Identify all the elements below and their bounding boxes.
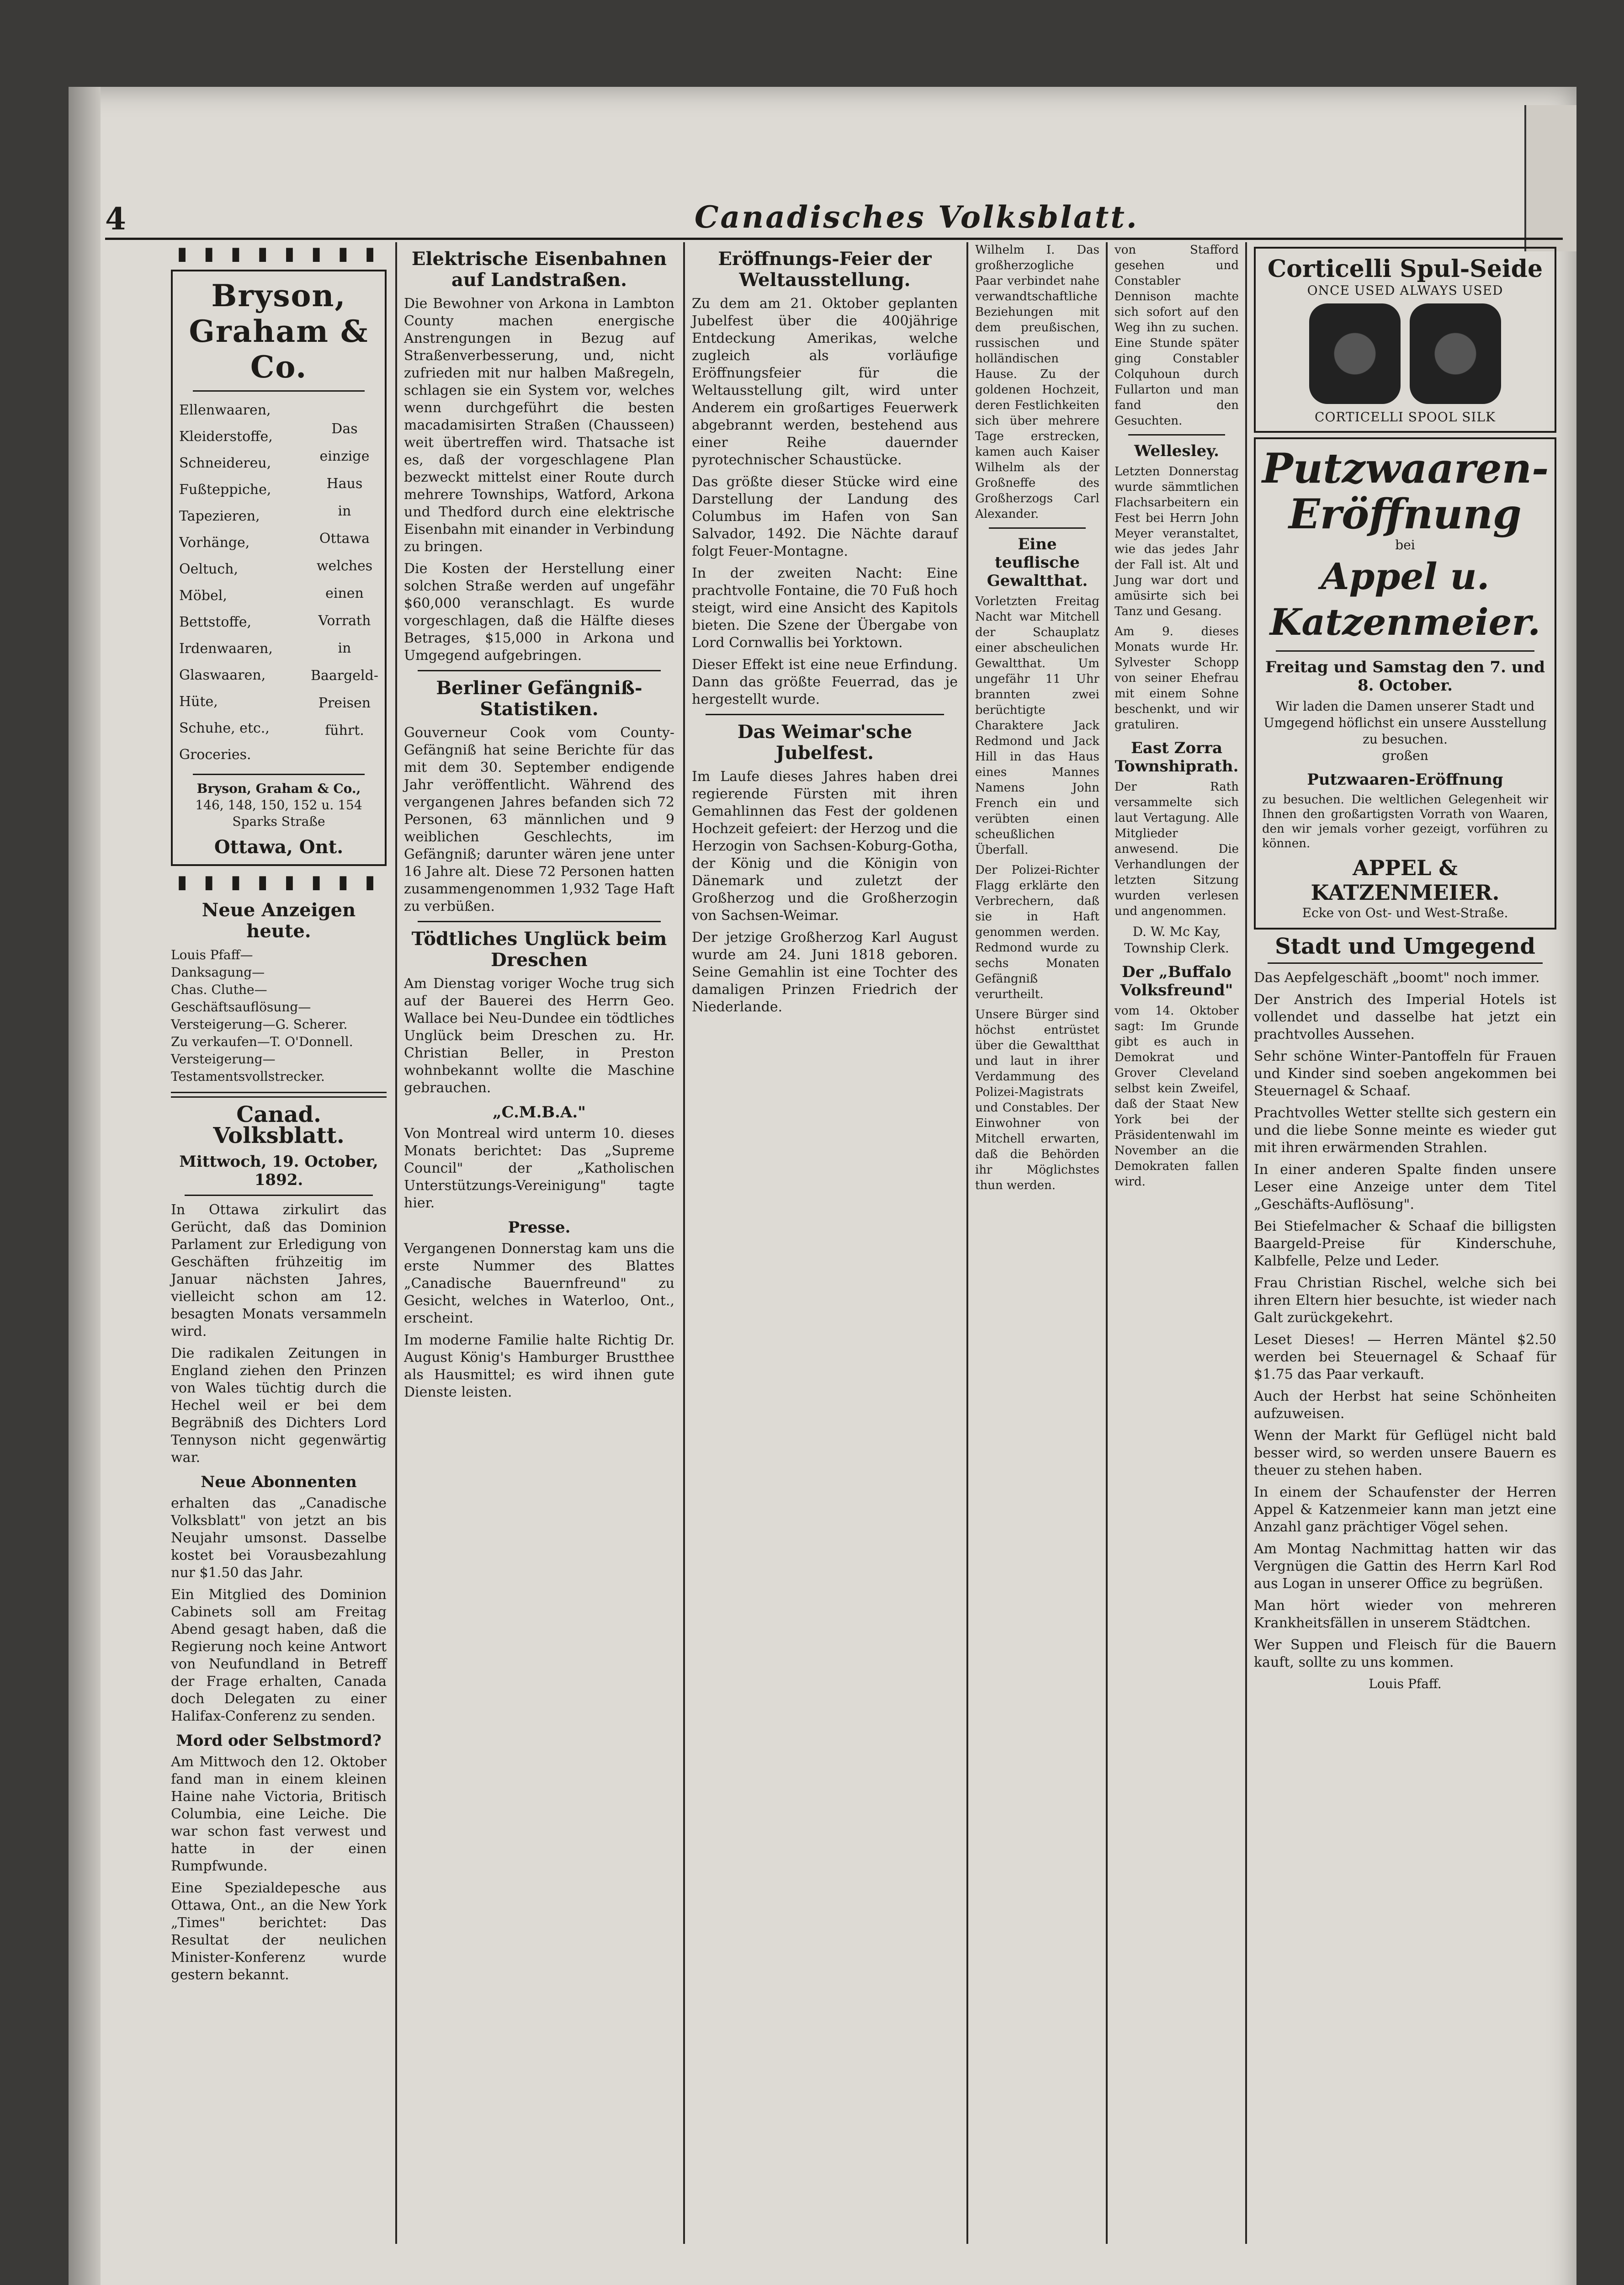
list-item: Louis Pfaff— [171,947,253,962]
local-news-item: In einem der Schaufenster der Herren Appel & Katzenmeier kann man jetzt eine Anzahl ganz prächtiger Vögel sehen. [1254,1484,1556,1535]
slogan-word: Ottawa [319,531,370,547]
signature: D. W. Mc Kay, [1132,924,1221,939]
article-paragraph: erhalten das „Canadische Volksblatt" von jetzt an bis Neujahr umsonst. Dasselbe kostet bei Vorausbezahlung nur $1.50 das Jahr. [171,1495,387,1581]
article-paragraph: Unsere Bürger sind höchst entrüstet über die Gewaltthat und laut in ihrer Verdammung des Polizei-Magistrats und Constables. Der Einwohner von Mitchell erwarten, daß die Behörden ihr Möglichstes thun werden. [975,1008,1099,1192]
dateline: Mittwoch, 19. October, 1892. [179,1153,378,1189]
ad-firm: Bryson, Graham & Co., [196,781,361,796]
column-1 [165,242,393,2244]
ad-item: Irdenwaaren, [179,641,273,657]
article-paragraph: von Stafford gesehen und Constabler Dennison machte sich sofort auf den Weg ihn zu suchen. Eine Stunde später ging Constabler Colquhoun durch Fullarton und man fand den Gesuchten. [1115,243,1239,428]
signature-title: Township Clerk. [1124,941,1229,956]
bryson-graham-ad [171,270,387,866]
ad-footer: APPEL & KATZENMEIER. [1311,856,1500,905]
ad-address: 146, 148, 150, 152 u. 154 Sparks Straße [195,797,362,829]
spool-icon [1410,303,1501,404]
ad-firm: Katzenmeier. [1269,600,1541,643]
thread-spools-image [1309,303,1501,404]
ad-item: Bettstoffe, [179,614,252,630]
ad-item: Hüte, [179,694,218,710]
local-news-item: Bei Stiefelmacher & Schaaf die billigsten Baargeld-Preise für Kinderschuhe, Kalbfelle, Pelze und Leder. [1254,1218,1556,1269]
page-number: 4 [105,201,126,237]
article-heading: Wellesley. [1134,442,1219,460]
article-paragraph: Im moderne Familie halte Richtig Dr. August König's Hamburger Brustthee als Hausmittel; es wird ihnen gute Dienste leisten. [404,1332,674,1400]
ad-bei: bei [1395,537,1415,553]
article-paragraph: Am Mittwoch den 12. Oktober fand man in einem kleinen Haine nahe Victoria, Britisch Columbia, eine Leiche. Die war schon fast verwest und hatte in der einen Rumpfwunde. [171,1754,387,1874]
article-heading: Tödtliches Unglück beim Dreschen [411,928,667,971]
slogan-word: Baargeld- [310,668,378,684]
divider [1276,650,1534,652]
local-news-item: Man hört wieder von mehreren Krankheitsfällen in unserem Städtchen. [1254,1598,1556,1631]
divider [989,527,1086,529]
divider [185,1195,373,1196]
local-news-item: Der Anstrich des Imperial Hotels ist vollendet und dasselbe hat jetzt ein prachtvolles Aussehen. [1254,992,1556,1042]
article-heading: „C.M.B.A." [493,1103,586,1121]
binding-shadow [69,87,101,2285]
divider [418,921,661,922]
double-rule [171,1092,387,1098]
local-news-item: Das Aepfelgeschäft „boomt" noch immer. [1254,970,1540,986]
article-paragraph: Die Bewohner von Arkona in Lambton County machen energische Anstrengungen in Bezug auf Straßenverbesserung, und, nicht zufrieden mit nur halben Maßregeln, schlagen sie ein System vor, welches wenn durchgeführt die besten macadamisirten Straßen (Chausseen) weit übertreffen wird. Thatsache ist es, daß der vorgeschlagene Plan bezweckt mittelst einer Route durch mehrere Townships, Watford, Arkona und Thedford durch eine elektrische Eisenbahn mit einander in Verbindung zu bringen. [404,296,674,555]
list-item: Versteigerung—G. Scherer. [171,1017,348,1032]
column-rule [395,242,397,2244]
local-news-item: Wenn der Markt für Geflügel nicht bald besser wird, so werden unsere Bauern es theuer zu stehen haben. [1254,1428,1556,1478]
ad-item: Schuhe, etc., [179,720,270,736]
ad-headline: Eröffnung [1289,490,1522,538]
local-news-item: Prachtvolles Wetter stellte sich gestern ein und die liebe Sonne meinte es wieder gut mit ihren erwärmenden Strahlen. [1254,1105,1556,1156]
article-paragraph: In Ottawa zirkulirt das Gerücht, daß das Dominion Parlament zur Erledigung von Geschäften frühzeitig im Januar nächsten Jahres, vielleicht schon am 12. besagten Monats versammeln wird. [171,1202,387,1339]
corticelli-title: Corticelli Spul-Seide [1267,255,1543,283]
paper-title: Canad. Volksblatt. [213,1102,345,1148]
divider [418,670,661,671]
ad-item: Möbel, [179,588,227,604]
article-heading: Eine teuflische Gewaltthat. [987,535,1088,590]
article-heading: Neue Abonnenten [201,1473,357,1491]
divider [193,774,365,775]
article-paragraph: Vorletzten Freitag Nacht war Mitchell der Schauplatz einer abscheulichen Gewaltthat. Um ungefähr 11 Uhr brannten zwei berüchtigte Charaktere Jack Redmond und Jack Hill in das Haus eines Mannes Namens John French ein und verübten einen scheußlichen Überfall. [975,595,1099,857]
ad-slogan [311,397,378,768]
slogan-word: welches [316,558,373,574]
article-heading: Berliner Gefängniß-Statistiken. [436,677,642,720]
column-4 [969,242,1106,2244]
corticelli-slogan: ONCE USED ALWAYS USED [1307,283,1503,298]
list-item: Chas. Cluthe— [171,982,267,997]
article-paragraph: Wilhelm I. Das großherzogliche Paar verbindet nahe verwandtschaftliche Beziehungen mit dem preußischen, russischen und holländischen Hause. Zu der goldenen Hochzeit, deren Festlichkeiten sich über mehrere Tage erstrecken, kamen auch Kaiser Wilhelm als der Großneffe des Großherzogs Carl Alexander. [975,243,1099,521]
ad-item: Glaswaaren, [179,667,266,683]
article-heading: Elektrische Eisenbahnen auf Landstraßen. [411,248,667,291]
neue-anzeigen-list [171,946,387,1085]
local-news-item: Wer Suppen und Fleisch für die Bauern kauft, sollte zu uns kommen. [1254,1637,1556,1670]
ad-item: Groceries. [179,747,251,763]
ad-item: Oeltuch, [179,561,238,577]
ad-item: Tapezieren, [179,508,260,524]
ad-item: Fußteppiche, [179,482,271,498]
local-news-item: Leset Dieses! — Herren Mäntel $2.50 werden bei Steuernagel & Schaaf für $1.75 das Paar verkauft. [1254,1332,1556,1382]
ad-item: Ellenwaaren, [179,402,271,418]
slogan-word: in [338,503,351,519]
slogan-word: Preisen [318,695,371,711]
local-news-item: Auch der Herbst hat seine Schönheiten aufzuweisen. [1254,1388,1556,1422]
ad-subheadline: Putzwaaren-Eröffnung [1307,771,1503,789]
corticelli-caption: CORTICELLI SPOOL SILK [1315,409,1496,425]
article-heading: Der „Buffalo Volksfreund" [1120,963,1233,999]
article-paragraph: Ein Mitglied des Dominion Cabinets soll am Freitag Abend gesagt haben, daß die Regierung noch keine Antwort von Neufundland in Betreff der Frage erhalten, Canada doch Delegaten zu einer Halifax-Conferenz zu senden. [171,1587,387,1724]
column-3 [685,242,964,2244]
ad-item: Vorhänge, [179,535,250,551]
article-paragraph: Der Polizei-Richter Flagg erklärte den Verbrechern, daß sie in Haft genommen werden. Redmond wurde zu sechs Monaten Gefängniß verurtheilt. [975,863,1099,1001]
list-item: Zu verkaufen—T. O'Donnell. [171,1034,353,1049]
ad-headline: Putzwaaren- [1262,444,1549,493]
local-news-item: In einer anderen Spalte finden unsere Leser eine Anzeige unter dem Titel „Geschäfts-Auflösung". [1254,1162,1556,1212]
article-paragraph: Letzten Donnerstag wurde sämmtlichen Flachsarbeitern ein Fest bei Herrn John Meyer veranstaltet, wie das jedes Jahr der Fall ist. Alt und Jung war dort und amüsirte sich bei Tanz und Gesang. [1115,465,1239,618]
article-paragraph: vom 14. Oktober sagt: Im Grunde gibt es auch in Demokrat und Grover Cleveland selbst kein Zweifel, daß der Staat New York bei der Präsidentenwahl im November an die Demokraten fallen wird. [1115,1004,1239,1189]
article-paragraph: Der Rath versammelte sich laut Vertagung. Alle Mitglieder anwesend. Die Verhandlungen der letzten Sitzung wurden verlesen und angenommen. [1115,780,1239,918]
article-paragraph: Die radikalen Zeitungen in England ziehen den Prinzen von Wales tüchtig durch die Hechel weil er bei dem Begräbniß des Dichters Lord Tennyson nicht gegenwärtig war. [171,1345,387,1466]
article-paragraph: Gouverneur Cook vom County-Gefängniß hat seine Berichte für das mit dem 30. September endigende Jahr veröffentlicht. Während des vergangenen Jahres befanden sich 72 Personen, 63 männlichen und 9 weiblichen Geschlechts, im Gefängniß; darunter wären jene unter 16 Jahre alt. Diese 72 Personen hatten zusammengenommen 1,932 Tage Haft zu verbüßen. [404,725,674,914]
slogan-word: Das [331,421,358,437]
column-2 [398,242,681,2244]
local-news-item: Am Montag Nachmittag hatten wir das Vergnügen die Gattin des Herrn Karl Rod aus Logan in unserer Office zu begrüßen. [1254,1541,1556,1592]
list-item: Geschäftsauflösung— [171,999,311,1015]
ad-item-list [179,397,273,768]
article-paragraph: Zu dem am 21. Oktober geplanten Jubelfest über die 400jährige Entdeckung Amerikas, welche zugleich als vorläufige Eröffnungsfeier für die Weltausstellung gilt, wird unter Anderem ein großartiges Feuerwerk abgebrannt werden, bestehend aus einer Reihe dauernder pyrotechnischer Schaustücke. [692,296,958,468]
article-heading: Eröffnungs-Feier der Weltausstellung. [718,248,932,291]
slogan-word: einen [325,585,364,601]
ad-item: Schneidereu, [179,455,271,471]
masthead [105,201,1563,240]
divider [1268,962,1543,964]
divider [193,390,365,392]
slogan-word: Haus [326,476,363,492]
stadt-heading: Stadt und Umgegend [1275,934,1535,959]
article-paragraph: Die Kosten der Herstellung einer solchen Straße werden auf ungefähr $60,000 veranschlagt. Es wurde vorgeschlagen, daß die Hälfte dieses Betrages, $15,000 in Arkona und Umgegend aufgebringen. [404,561,674,664]
column-6 [1247,242,1563,2244]
divider [706,714,944,715]
column-rule [1106,242,1108,2244]
ad-firm: Appel u. [1321,555,1490,598]
article-paragraph: Am Dienstag voriger Woche trug sich auf der Bauerei des Herrn Geo. Wallace bei Neu-Dundee ein tödtliches Unglück beim Dreschen zu. Hr. Christian Beller, in Preston wohnbekannt wollte die Maschine gebrauchen. [404,976,674,1096]
article-paragraph: Von Montreal wird unterm 10. dieses Monats berichtet: Das „Supreme Council" der „Katholischen Unterstützungs-Vereinigung" tagte hier. [404,1126,674,1211]
article-paragraph: In der zweiten Nacht: Eine prachtvolle Fontaine, die 70 Fuß hoch steigt, wird eine Ansicht des Kapitols bieten. Die Szene der Übergabe von Lord Cornwallis bei Yorktown. [692,565,958,651]
slogan-word: Vorrath [318,613,371,629]
spool-icon [1309,303,1401,404]
putzwaaren-ad [1254,437,1556,930]
article-paragraph: Das größte dieser Stücke wird eine Darstellung der Landung des Columbus im Hafen von San Salvador, 1492. Die Nächte darauf folgt Feuer-Montagne. [692,474,958,559]
corticelli-ad [1254,247,1556,433]
article-paragraph: Der jetzige Großherzog Karl August wurde am 24. Juni 1818 geboren. Seine Gemahlin ist eine Tochter des damaligen Prinzen Friedrich der Niederlande. [692,930,958,1015]
neue-anzeigen-heading: Neue Anzeigen heute. [202,899,356,942]
ad-dates: Freitag und Samstag den 7. und 8. October. [1265,658,1545,695]
divider [1128,434,1225,436]
closing-signature: Louis Pfaff. [1369,1676,1442,1691]
article-heading: Das Weimar'sche Jubelfest. [737,721,913,764]
ad-body: zu besuchen. Die weltlichen Gelegenheit wir Ihnen den großartigsten Vorrath von Waaren, den wir jemals vorher gezeigt, vorführen zu können. [1262,793,1548,850]
article-paragraph: Vergangenen Donnerstag kam uns die erste Nummer des Blattes „Canadische Bauernfreund" zu Gesicht, welches in Waterloo, Ont., erscheint. [404,1241,674,1326]
ad-address: Ecke von Ost- und West-Straße. [1302,905,1508,920]
slogan-word: einzige [319,448,370,464]
article-paragraph: Dieser Effekt ist eine neue Erfindung. Dann das größte Feuerrad, das je hergestellt wurde. [692,657,958,707]
article-paragraph: Am 9. dieses Monats wurde Hr. Sylvester Schopp von seiner Ehefrau mit einem Sohne beschenkt, und wir gratuliren. [1115,625,1239,732]
list-item: Versteigerung—Testamentsvollstrecker. [171,1052,325,1084]
ornament-row: ▮ ▮ ▮ ▮ ▮ ▮ ▮ ▮ [177,243,381,264]
ornament-row: ▮ ▮ ▮ ▮ ▮ ▮ ▮ ▮ [177,871,381,893]
ad-text: Wir laden die Damen unserer Stadt und Umgegend höflichst ein unsere Ausstellung zu besuchen. [1263,699,1547,747]
column-rule [683,242,685,2244]
newspaper-title: Canadisches Volksblatt. [695,199,1139,235]
ad-text: großen [1382,748,1428,763]
column-5 [1108,242,1245,2244]
ad-title: Bryson, Graham & Co. [189,278,369,385]
slogan-word: in [338,640,351,656]
article-heading: Mord oder Selbstmord? [176,1732,382,1750]
article-heading: East Zorra Townshiprath. [1115,739,1239,776]
article-heading: Presse. [508,1218,571,1237]
column-rule [966,242,968,2244]
ad-item: Kleiderstoffe, [179,429,273,445]
article-paragraph: Im Laufe dieses Jahres haben drei regierende Fürsten mit ihren Gemahlinnen das Fest der goldenen Hochzeit gefeiert: der Herzog und die Herzogin von Sachsen-Koburg-Gotha, der König und die Königin von Dänemark und zuletzt der Großherzog und die Großherzogin von Sachsen-Weimar. [692,769,958,924]
ad-city: Ottawa, Ont. [214,836,344,858]
article-paragraph: Eine Spezialdepesche aus Ottawa, Ont., an die New York „Times" berichtet: Das Resultat der neulichen Minister-Konferenz wurde gestern bekannt. [171,1880,387,1983]
local-news-item: Frau Christian Rischel, welche sich bei ihren Eltern hier besuchte, ist wieder nach Galt zurückgekehrt. [1254,1275,1556,1326]
slogan-word: führt. [325,723,364,739]
column-rule [1245,242,1247,2244]
list-item: Danksagung— [171,965,265,980]
local-news-item: Sehr schöne Winter-Pantoffeln für Frauen und Kinder sind soeben angekommen bei Steuernagel & Schaaf. [1254,1048,1556,1099]
